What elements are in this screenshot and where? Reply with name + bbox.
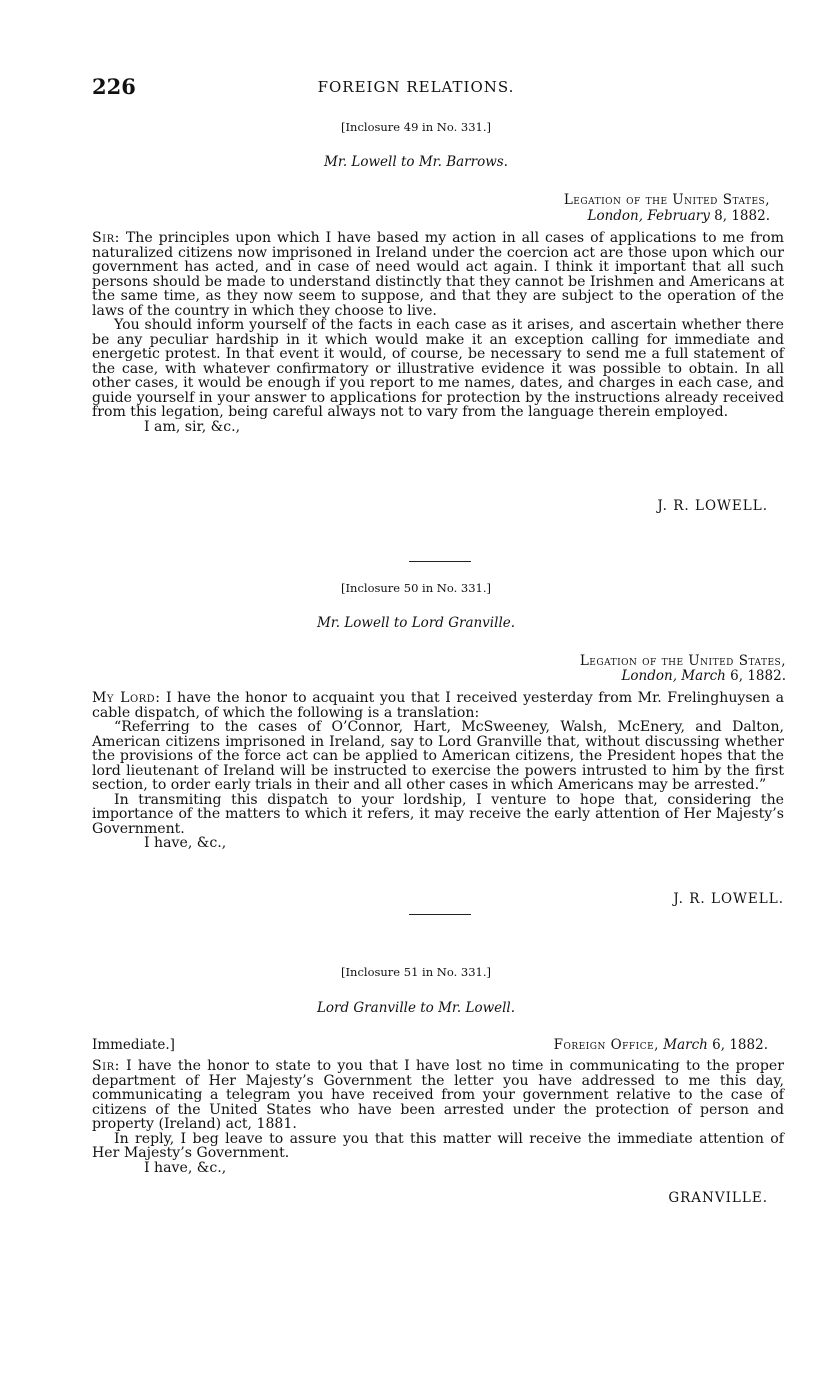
letter-title: Mr. Lowell to Lord Granville. — [316, 615, 516, 631]
salutation: My Lord: — [92, 690, 161, 706]
letter-body — [92, 1059, 784, 1175]
salutation: Sir: — [92, 230, 120, 246]
signature: J. R. LOWELL. — [657, 498, 768, 514]
section-divider — [409, 914, 471, 915]
letter-title: Mr. Lowell to Mr. Barrows. — [324, 154, 508, 170]
legation-line: Legation of the United States, — [563, 192, 770, 208]
paragraph: Sir: I have the honor to state to you that I have lost no time in communicating to the proper department of Her Majesty’s Government the letter you have addressed to me this day, communicating a telegram you have received from your government relative to the case of citizens of the United States who have been arrested under the protection of person and property (Ireland) act, 1881. — [92, 1058, 784, 1132]
immediate-marker: Immediate.] — [92, 1037, 175, 1053]
dateline: Foreign Office, March 6, 1882. — [553, 1037, 768, 1053]
paragraph: In reply, I beg leave to assure you that this matter will receive the immediate attention of Her Majesty’s Government. — [92, 1130, 784, 1161]
paragraph: My Lord: I have the honor to acquaint you that I received yesterday from Mr. Frelinghuysen a cable dispatch, of which the following is a translation: — [92, 690, 784, 721]
signature: GRANVILLE. — [668, 1190, 768, 1206]
enclosure-label: [Inclosure 50 in No. 331.] — [341, 581, 491, 595]
paragraph: Sir: The principles upon which I have based my action in all cases of applications to me from naturalized citizens now imprisoned in Ireland under the coercion act are those upon which our government has acted, and in case of need would act again. I think it important that all such persons should be made to understand distinctly that they cannot be Irishmen and Americans at the same time, as they now seem to suppose, and that they are subject to the operation of the laws of the country in which they choose to live. — [92, 230, 784, 319]
closing: I am, sir, &c., — [144, 418, 241, 435]
paragraph: You should inform yourself of the facts in each case as it arises, and ascertain whether there be any peculiar hardship in it which would make it an exception calling for immediate and energetic protest. In that event it would, of course, be necessary to send me a full statement of the case, with whatever confirmatory or illustrative evidence it was possible to obtain. In all other cases, it would be enough if you report to me names, dates, and charges in each case, and guide yourself in your answer to applications for protection by the instructions already received from this legation, being careful always not to vary from the language therein employed. — [92, 317, 784, 420]
closing: I have, &c., — [144, 1159, 227, 1176]
running-title: FOREIGN RELATIONS. — [317, 78, 515, 96]
letter-title: Lord Granville to Mr. Lowell. — [316, 1000, 516, 1016]
legation-line: Legation of the United States, — [579, 653, 786, 669]
page-number: 226 — [92, 74, 136, 99]
dateline: London, February 8, 1882. — [587, 208, 770, 224]
dateline: London, March 6, 1882. — [621, 668, 786, 684]
paragraph: In transmiting this dispatch to your lordship, I venture to hope that, considering the importance of the matters to which it refers, it may receive the early attention of Her Majesty’s Government. — [92, 791, 784, 837]
closing: I have, &c., — [144, 835, 227, 851]
letter-body — [92, 231, 784, 434]
paragraph: “Referring to the cases of O’Connor, Hart, McSweeney, Walsh, McEnery, and Dalton, American citizens imprisoned in Ireland, say to Lord Granville that, without discussing whether the provisions of the force act can be applied to American citizens, the President hopes that the lord lieutenant of Ireland will be instructed to exercise the powers intrusted to him by the first section, to order early trials in their and all other cases in which Americans may be arrested.” — [92, 719, 784, 793]
salutation: Sir: — [92, 1058, 120, 1074]
section-divider — [409, 561, 471, 562]
enclosure-label: [Inclosure 49 in No. 331.] — [341, 120, 491, 134]
letter-body — [92, 691, 784, 851]
enclosure-label: [Inclosure 51 in No. 331.] — [341, 965, 491, 979]
signature: J. R. LOWELL. — [673, 891, 784, 907]
